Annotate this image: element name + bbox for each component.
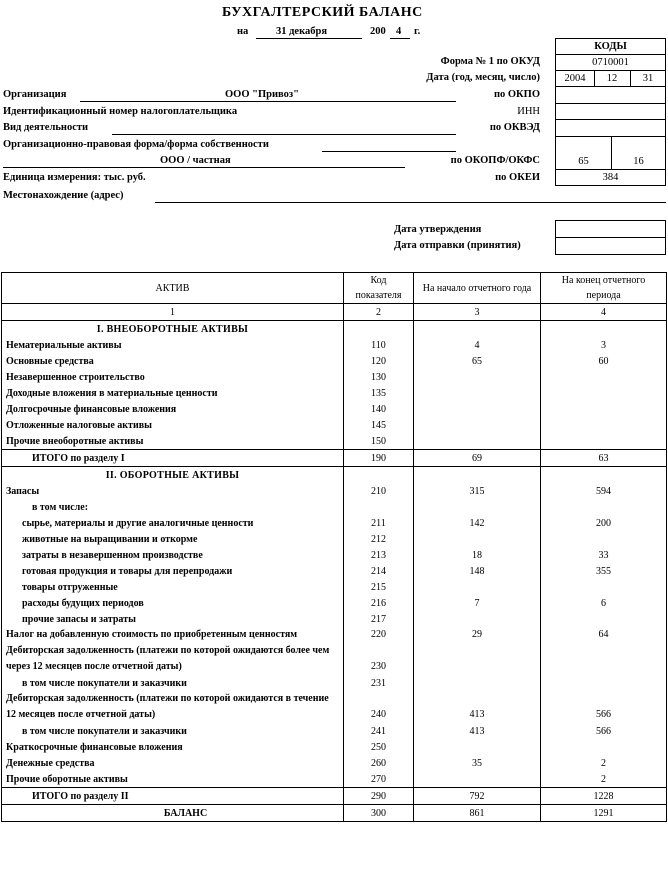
table-row (2, 739, 667, 755)
row-code: 260 (344, 755, 414, 771)
okei-cell (555, 169, 666, 186)
row-code: 300 (344, 805, 414, 822)
row-end-value: 566 (541, 723, 667, 739)
row-end-value: 6 (541, 595, 667, 611)
row-code: 270 (344, 771, 414, 788)
table-row (2, 369, 667, 385)
row-start-value: 413 (414, 691, 541, 723)
row-name: в том числе: (2, 499, 344, 515)
form-code: 0710001 (592, 57, 629, 68)
row-name: II. ОБОРОТНЫЕ АКТИВЫ (2, 467, 344, 484)
table-row (2, 433, 667, 450)
send-date-label: Дата отправки (принятия) (394, 240, 521, 251)
row-start-value: 148 (414, 563, 541, 579)
table-row (2, 723, 667, 739)
org-label: Организация (3, 89, 67, 100)
row-code: 212 (344, 531, 414, 547)
row-name: затраты в незавершенном производстве (2, 547, 344, 563)
section-row (2, 321, 667, 338)
unit-label: Единица измерения: тыс. руб. (3, 172, 146, 183)
row-name: Прочие внеоборотные активы (2, 433, 344, 450)
table-row (2, 515, 667, 531)
row-code: 290 (344, 788, 414, 805)
date-day: 31 (642, 73, 654, 84)
table-row (2, 627, 667, 643)
header-asset: АКТИВ (2, 273, 344, 304)
row-name: Нематериальные активы (2, 337, 344, 353)
row-code: 190 (344, 450, 414, 467)
row-start-value (414, 771, 541, 788)
row-name: расходы будущих периодов (2, 595, 344, 611)
address-label: Местонахождение (адрес) (3, 190, 124, 201)
header-end: На конец отчетного периода (541, 273, 667, 304)
total-row (2, 788, 667, 805)
legal-form-label: Организационно-правовая форма/форма собственности (3, 139, 269, 150)
row-end-value (541, 417, 667, 433)
date-year-prefix: 200 (370, 26, 386, 37)
table-row (2, 563, 667, 579)
row-start-value: 65 (414, 353, 541, 369)
index-4: 4 (541, 304, 667, 321)
row-name: прочие запасы и затраты (2, 611, 344, 627)
row-start-value: 29 (414, 627, 541, 643)
row-code: 135 (344, 385, 414, 401)
row-end-value (541, 531, 667, 547)
inn-cell (555, 103, 666, 120)
row-code (344, 499, 414, 515)
row-code: 217 (344, 611, 414, 627)
row-name: в том числе покупатели и заказчики (2, 675, 344, 691)
row-end-value (541, 579, 667, 595)
row-name: Дебиторская задолженность (платежи по которой ожидаются в течение 12 месяцев после отчетной даты) (2, 691, 344, 723)
index-1: 1 (2, 304, 344, 321)
row-code: 213 (344, 547, 414, 563)
row-code: 231 (344, 675, 414, 691)
row-code (344, 467, 414, 484)
row-end-value (541, 433, 667, 450)
row-end-value: 60 (541, 353, 667, 369)
row-code: 220 (344, 627, 414, 643)
table-row (2, 675, 667, 691)
row-start-value (414, 369, 541, 385)
row-start-value (414, 531, 541, 547)
row-name: Основные средства (2, 353, 344, 369)
row-end-value: 594 (541, 483, 667, 499)
org-value: ООО "Привоз" (225, 89, 299, 100)
date-prefix: на (237, 26, 249, 37)
row-code: 210 (344, 483, 414, 499)
row-name: Дебиторская задолженность (платежи по которой ожидаются более чем через 12 месяцев после отчетной даты) (2, 643, 344, 675)
row-end-value (541, 467, 667, 484)
row-code: 214 (344, 563, 414, 579)
row-name: Прочие оборотные активы (2, 771, 344, 788)
row-start-value: 315 (414, 483, 541, 499)
row-end-value: 63 (541, 450, 667, 467)
index-2: 2 (344, 304, 414, 321)
row-code: 241 (344, 723, 414, 739)
row-name: I. ВНЕОБОРОТНЫЕ АКТИВЫ (2, 321, 344, 338)
row-end-value (541, 321, 667, 338)
row-end-value: 2 (541, 755, 667, 771)
row-start-value (414, 579, 541, 595)
inn-label-left: Идентификационный номер налогоплательщика (3, 106, 238, 117)
row-name: Доходные вложения в материальные ценности (2, 385, 344, 401)
row-code: 145 (344, 417, 414, 433)
date-year: 2004 (564, 73, 586, 84)
row-end-value: 2 (541, 771, 667, 788)
date-code-cell (555, 70, 666, 87)
table-row (2, 611, 667, 627)
table-row (2, 691, 667, 723)
send-date-cell (555, 237, 666, 255)
table-row (2, 401, 667, 417)
okpo-label: по ОКПО (493, 89, 540, 100)
row-name: Запасы (2, 483, 344, 499)
row-end-value (541, 675, 667, 691)
row-name: готовая продукция и товары для перепродажи (2, 563, 344, 579)
inn-label: ИНН (517, 106, 540, 117)
row-start-value (414, 417, 541, 433)
table-row (2, 579, 667, 595)
row-end-value: 64 (541, 627, 667, 643)
total-row (2, 450, 667, 467)
codes-header: КОДЫ (594, 41, 627, 52)
row-code: 120 (344, 353, 414, 369)
row-start-value: 35 (414, 755, 541, 771)
row-start-value (414, 467, 541, 484)
approval-date-cell (555, 220, 666, 238)
table-row (2, 547, 667, 563)
row-end-value (541, 643, 667, 675)
row-start-value (414, 739, 541, 755)
okved-label: по ОКВЭД (489, 122, 540, 133)
table-row (2, 337, 667, 353)
row-code: 130 (344, 369, 414, 385)
row-end-value (541, 385, 667, 401)
approval-date-label: Дата утверждения (394, 224, 482, 235)
date-label: Дата (год, месяц, число) (426, 72, 540, 83)
row-start-value: 69 (414, 450, 541, 467)
row-code: 110 (344, 337, 414, 353)
table-row (2, 483, 667, 499)
row-end-value (541, 499, 667, 515)
row-name: животные на выращивании и откорме (2, 531, 344, 547)
okfs-code: 16 (633, 156, 644, 167)
table-row (2, 771, 667, 788)
section-row (2, 467, 667, 484)
okei-label: по ОКЕИ (495, 172, 540, 183)
row-start-value: 18 (414, 547, 541, 563)
table-row (2, 805, 667, 822)
date-day-month: 31 декабря (276, 26, 328, 37)
okopf-code: 65 (578, 156, 589, 167)
row-code: 230 (344, 643, 414, 675)
date-suffix: г. (414, 26, 421, 37)
table-row (2, 755, 667, 771)
date-year-digit: 4 (396, 26, 402, 37)
row-start-value: 413 (414, 723, 541, 739)
document-title: БУХГАЛТЕРСКИЙ БАЛАНС (222, 5, 423, 20)
row-start-value (414, 433, 541, 450)
row-start-value (414, 401, 541, 417)
row-end-value: 1228 (541, 788, 667, 805)
balance-table (1, 272, 667, 822)
row-start-value: 7 (414, 595, 541, 611)
row-name: Налог на добавленную стоимость по приобретенным ценностям (2, 627, 344, 643)
row-name: Денежные средства (2, 755, 344, 771)
row-end-value (541, 401, 667, 417)
row-start-value (414, 321, 541, 338)
row-end-value: 1291 (541, 805, 667, 822)
row-code: 150 (344, 433, 414, 450)
table-row (2, 353, 667, 369)
row-name: Незавершенное строительство (2, 369, 344, 385)
row-name: в том числе покупатели и заказчики (2, 723, 344, 739)
row-name: Долгосрочные финансовые вложения (2, 401, 344, 417)
okopf-cell (555, 136, 666, 170)
table-row (2, 499, 667, 515)
row-start-value: 861 (414, 805, 541, 822)
form-label: Форма № 1 по ОКУД (440, 56, 540, 67)
row-code: 240 (344, 691, 414, 723)
table-row (2, 531, 667, 547)
table-row (2, 595, 667, 611)
row-end-value: 200 (541, 515, 667, 531)
row-code: 140 (344, 401, 414, 417)
legal-form-value: ООО / частная (160, 155, 231, 166)
row-end-value: 33 (541, 547, 667, 563)
form-code-cell (555, 54, 666, 71)
row-start-value (414, 499, 541, 515)
row-code: 250 (344, 739, 414, 755)
row-end-value (541, 611, 667, 627)
row-name: Отложенные налоговые активы (2, 417, 344, 433)
header-start: На начало отчетного года (414, 273, 541, 304)
table-row (2, 643, 667, 675)
row-start-value: 4 (414, 337, 541, 353)
row-name: сырье, материалы и другие аналогичные ценности (2, 515, 344, 531)
table-row (2, 417, 667, 433)
row-start-value (414, 675, 541, 691)
row-start-value (414, 611, 541, 627)
row-code: 215 (344, 579, 414, 595)
table-index-row (2, 304, 667, 321)
codes-header-cell (555, 38, 666, 55)
row-end-value: 3 (541, 337, 667, 353)
row-start-value (414, 385, 541, 401)
okopf-label: по ОКОПФ/ОКФС (450, 155, 540, 166)
row-name: Краткосрочные финансовые вложения (2, 739, 344, 755)
row-code: 211 (344, 515, 414, 531)
index-3: 3 (414, 304, 541, 321)
row-code: 216 (344, 595, 414, 611)
row-end-value (541, 739, 667, 755)
date-month: 12 (606, 73, 618, 84)
row-start-value (414, 643, 541, 675)
row-name: ИТОГО по разделу I (2, 450, 344, 467)
row-end-value (541, 369, 667, 385)
row-name: ИТОГО по разделу II (2, 788, 344, 805)
row-name: БАЛАНС (2, 805, 344, 822)
row-start-value: 792 (414, 788, 541, 805)
table-row (2, 385, 667, 401)
okpo-cell (555, 86, 666, 104)
activity-label: Вид деятельности (3, 122, 89, 133)
okved-cell (555, 119, 666, 137)
table-header-row (2, 273, 667, 304)
row-code (344, 321, 414, 338)
row-name: товары отгруженные (2, 579, 344, 595)
okei-code: 384 (602, 172, 619, 183)
row-end-value: 355 (541, 563, 667, 579)
header-code: Код показателя (344, 273, 414, 304)
row-start-value: 142 (414, 515, 541, 531)
row-end-value: 566 (541, 691, 667, 723)
